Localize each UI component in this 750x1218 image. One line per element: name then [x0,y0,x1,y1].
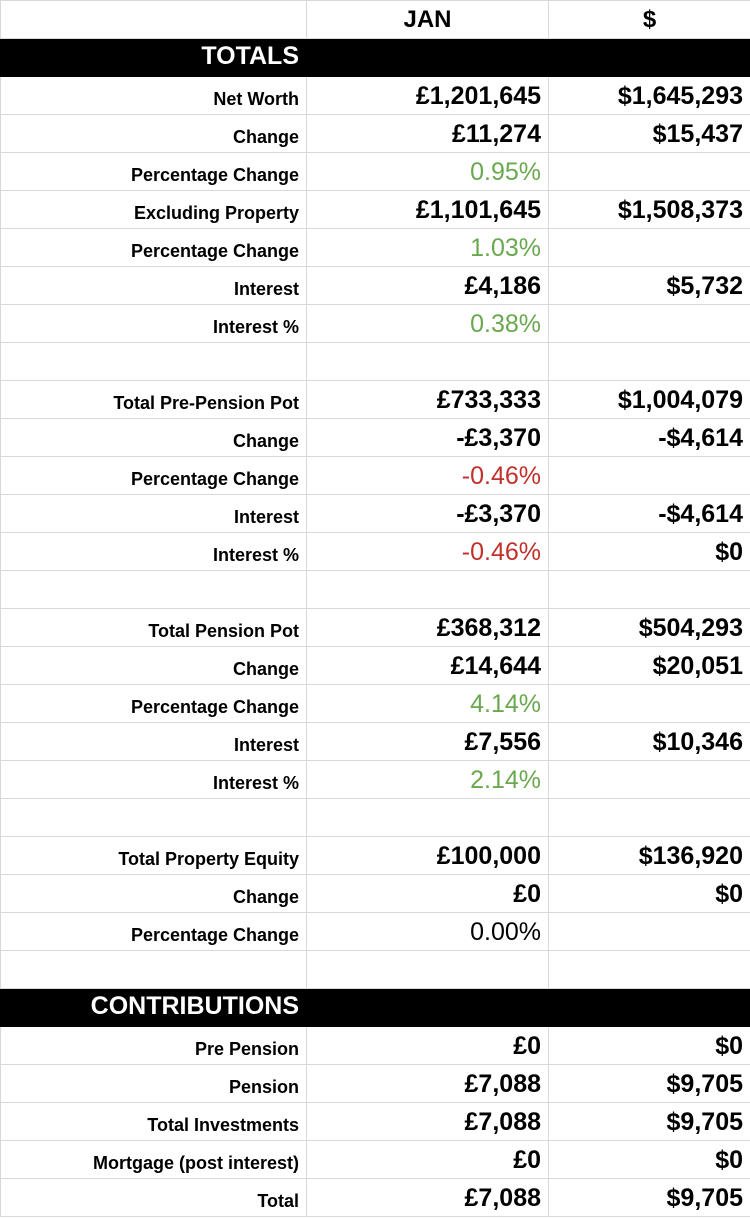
gbp-value-cell[interactable]: -£3,370 [307,495,549,533]
header-label-cell[interactable] [1,1,307,39]
table-row [1,1179,750,1217]
percent-value-cell[interactable]: 0.95% [307,153,549,191]
row-label-cell[interactable]: Total Investments [1,1103,307,1141]
table-row [1,723,750,761]
empty-cell[interactable] [1,343,307,381]
empty-cell[interactable] [1,571,307,609]
percent-value-cell[interactable]: 1.03% [307,229,549,267]
header-currency-cell[interactable]: $ [549,1,750,39]
section-empty-cell[interactable] [307,39,549,77]
table-row [1,761,750,799]
row-label-cell[interactable]: Percentage Change [1,229,307,267]
table-row [1,153,750,191]
row-label-cell[interactable]: Total [1,1179,307,1217]
usd-value-cell[interactable] [549,685,750,723]
usd-value-cell[interactable]: $9,705 [549,1179,750,1217]
usd-value-cell[interactable]: $0 [549,1027,750,1065]
percent-value-cell[interactable]: 4.14% [307,685,549,723]
row-label-cell[interactable]: Net Worth [1,77,307,115]
empty-cell[interactable] [307,571,549,609]
table-row [1,647,750,685]
row-label-cell[interactable]: Interest [1,267,307,305]
table-row [1,495,750,533]
empty-cell[interactable] [307,799,549,837]
table-row [1,381,750,419]
row-label-cell[interactable]: Percentage Change [1,685,307,723]
table-row [1,191,750,229]
usd-value-cell[interactable]: -$4,614 [549,495,750,533]
table-row [1,875,750,913]
blank-row [1,799,750,837]
section-empty-cell[interactable] [549,39,750,77]
table-row [1,837,750,875]
section-header-row [1,39,750,77]
usd-value-cell[interactable]: $20,051 [549,647,750,685]
table-row [1,913,750,951]
table-row [1,305,750,343]
usd-value-cell[interactable]: $0 [549,875,750,913]
usd-value-cell[interactable] [549,913,750,951]
section-empty-cell[interactable] [549,989,750,1027]
blank-row [1,343,750,381]
gbp-value-cell[interactable]: £7,088 [307,1065,549,1103]
gbp-value-cell[interactable]: £7,556 [307,723,549,761]
gbp-value-cell[interactable]: £0 [307,1141,549,1179]
empty-cell[interactable] [1,951,307,989]
usd-value-cell[interactable] [549,153,750,191]
row-label-cell[interactable]: Excluding Property [1,191,307,229]
table-body [1,39,750,1217]
gbp-value-cell[interactable]: £1,101,645 [307,191,549,229]
usd-value-cell[interactable] [549,229,750,267]
table-row [1,1141,750,1179]
usd-value-cell[interactable] [549,761,750,799]
gbp-value-cell[interactable]: £11,274 [307,115,549,153]
row-label-cell[interactable]: Pre Pension [1,1027,307,1065]
row-label-cell[interactable]: Total Property Equity [1,837,307,875]
empty-cell[interactable] [549,799,750,837]
row-label-cell[interactable]: Percentage Change [1,913,307,951]
section-header-row [1,989,750,1027]
gbp-value-cell[interactable]: £7,088 [307,1179,549,1217]
usd-value-cell[interactable]: $504,293 [549,609,750,647]
row-label-cell[interactable]: Change [1,419,307,457]
empty-cell[interactable] [307,343,549,381]
usd-value-cell[interactable]: -$4,614 [549,419,750,457]
row-label-cell[interactable]: Pension [1,1065,307,1103]
gbp-value-cell[interactable]: £14,644 [307,647,549,685]
gbp-value-cell[interactable]: £1,201,645 [307,77,549,115]
usd-value-cell[interactable] [549,457,750,495]
usd-value-cell[interactable]: $1,508,373 [549,191,750,229]
table-row [1,457,750,495]
blank-row [1,571,750,609]
usd-value-cell[interactable] [549,305,750,343]
header-month-cell[interactable]: JAN [307,1,549,39]
row-label-cell[interactable]: Interest % [1,305,307,343]
empty-cell[interactable] [549,571,750,609]
gbp-value-cell[interactable]: £368,312 [307,609,549,647]
gbp-value-cell[interactable]: £0 [307,1027,549,1065]
section-title-cell[interactable]: CONTRIBUTIONS [1,989,307,1027]
usd-value-cell[interactable]: $10,346 [549,723,750,761]
section-empty-cell[interactable] [307,989,549,1027]
gbp-value-cell[interactable]: £4,186 [307,267,549,305]
table-row [1,267,750,305]
gbp-value-cell[interactable]: £0 [307,875,549,913]
row-label-cell[interactable]: Percentage Change [1,457,307,495]
empty-cell[interactable] [549,951,750,989]
gbp-value-cell[interactable]: -£3,370 [307,419,549,457]
percent-value-cell[interactable]: 0.00% [307,913,549,951]
percent-value-cell[interactable]: 0.38% [307,305,549,343]
header-row [1,1,750,39]
gbp-value-cell[interactable]: £100,000 [307,837,549,875]
percent-value-cell[interactable]: 2.14% [307,761,549,799]
empty-cell[interactable] [307,951,549,989]
row-label-cell[interactable]: Mortgage (post interest) [1,1141,307,1179]
row-label-cell[interactable]: Percentage Change [1,153,307,191]
row-label-cell[interactable]: Change [1,647,307,685]
table-row [1,419,750,457]
row-label-cell[interactable]: Change [1,875,307,913]
percent-value-cell[interactable]: -0.46% [307,457,549,495]
usd-value-cell[interactable]: $0 [549,1141,750,1179]
table-row [1,115,750,153]
usd-value-cell[interactable]: $5,732 [549,267,750,305]
empty-cell[interactable] [1,799,307,837]
usd-value-cell[interactable]: $1,004,079 [549,381,750,419]
usd-value-cell[interactable]: $0 [549,533,750,571]
table-row [1,229,750,267]
gbp-value-cell[interactable]: £7,088 [307,1103,549,1141]
table-row [1,533,750,571]
row-label-cell[interactable]: Interest % [1,533,307,571]
row-label-cell[interactable]: Total Pre-Pension Pot [1,381,307,419]
table-row [1,1103,750,1141]
row-label-cell[interactable]: Interest [1,495,307,533]
usd-value-cell[interactable]: $1,645,293 [549,77,750,115]
usd-value-cell[interactable]: $9,705 [549,1103,750,1141]
percent-value-cell[interactable]: -0.46% [307,533,549,571]
gbp-value-cell[interactable]: £733,333 [307,381,549,419]
row-label-cell[interactable]: Interest [1,723,307,761]
table-row [1,609,750,647]
blank-row [1,951,750,989]
row-label-cell[interactable]: Interest % [1,761,307,799]
row-label-cell[interactable]: Change [1,115,307,153]
table-row [1,1065,750,1103]
empty-cell[interactable] [549,343,750,381]
row-label-cell[interactable]: Total Pension Pot [1,609,307,647]
usd-value-cell[interactable]: $136,920 [549,837,750,875]
table-row [1,1027,750,1065]
table-row [1,685,750,723]
table-row [1,77,750,115]
section-title-cell[interactable]: TOTALS [1,39,307,77]
usd-value-cell[interactable]: $9,705 [549,1065,750,1103]
usd-value-cell[interactable]: $15,437 [549,115,750,153]
